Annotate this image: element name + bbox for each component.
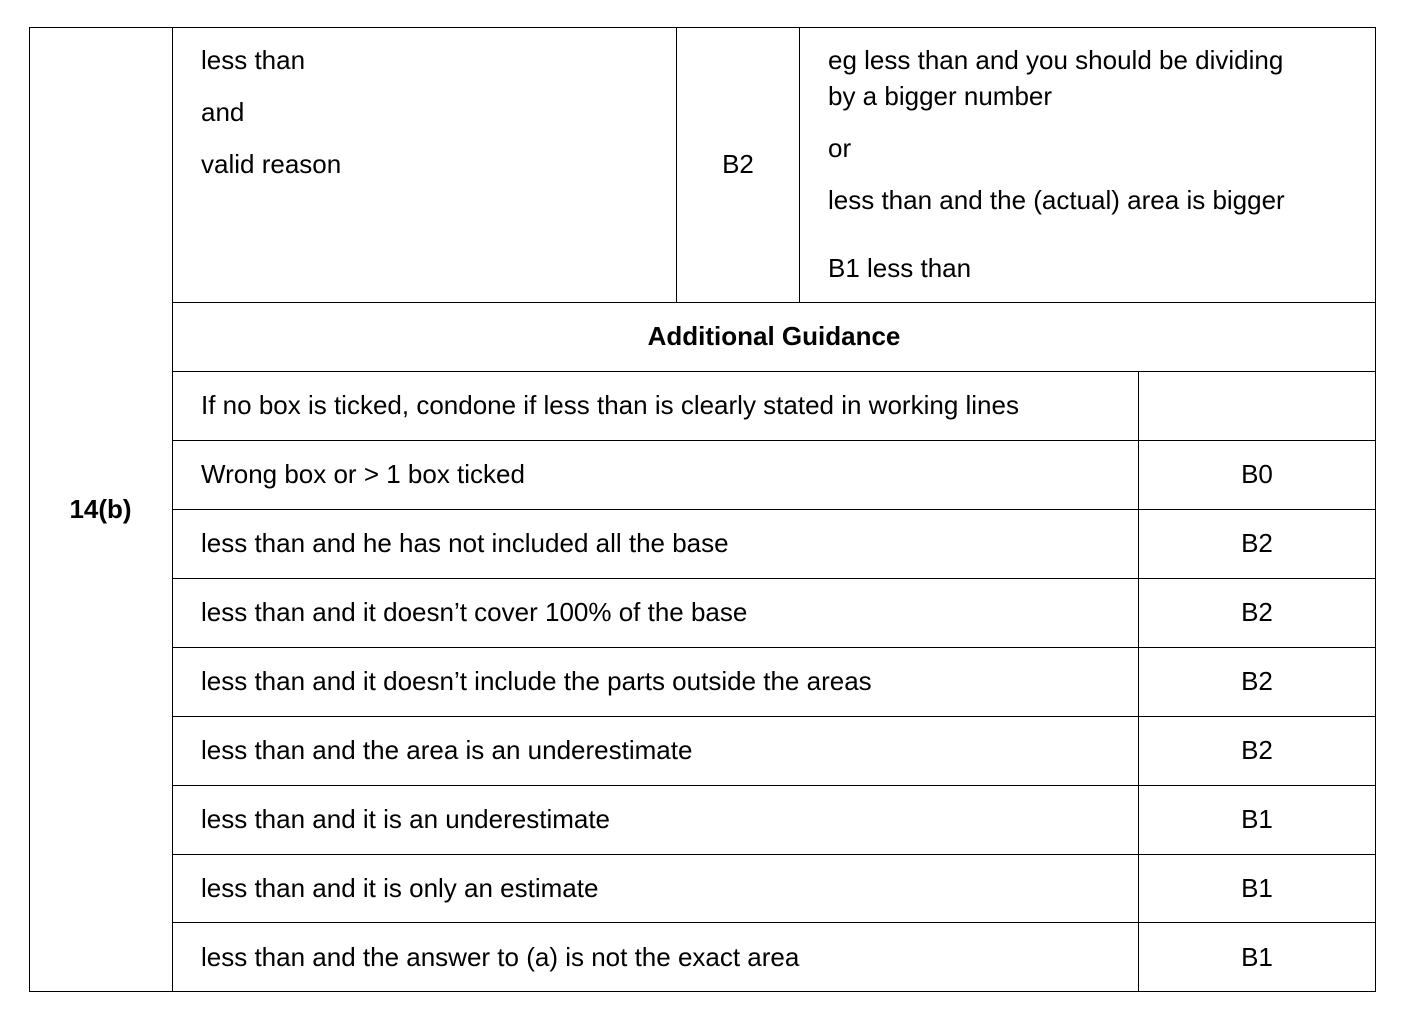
guidance-text: less than and he has not included all the base (201, 528, 729, 558)
answer-line: valid reason (201, 149, 342, 179)
comment-line: less than and the (actual) area is bigger (828, 185, 1285, 215)
question-number: 14(b) (69, 494, 132, 524)
table-bottom-border (29, 991, 1376, 992)
guidance-row-divider (172, 647, 1376, 648)
comment-line: by a bigger number (828, 81, 1053, 111)
guidance-mark: B2 (1241, 528, 1273, 558)
guidance-mark: B2 (1241, 597, 1273, 627)
guidance-mark: B2 (1241, 666, 1273, 696)
guidance-row-divider (172, 578, 1376, 579)
guidance-text: less than and it is an underestimate (201, 804, 611, 834)
guidance-row-divider (172, 509, 1376, 510)
guidance-mark: B2 (1241, 735, 1273, 765)
guidance-row-divider (172, 440, 1376, 441)
comment-line: or (828, 133, 852, 163)
guidance-text: less than and it doesn’t include the parts outside the areas (201, 666, 872, 696)
guidance-text: less than and the area is an underestimate (201, 735, 693, 765)
guidance-text: less than and the answer to (a) is not the exact area (201, 942, 800, 972)
answer-line: and (201, 97, 245, 127)
mark-comments-divider (799, 27, 800, 302)
answer-mark: B2 (722, 149, 754, 179)
guidance-header-bottom (172, 371, 1376, 372)
guidance-row-divider (172, 854, 1376, 855)
answer-row-bottom (172, 302, 1376, 303)
guidance-mark: B1 (1241, 942, 1273, 972)
table-top-border (29, 27, 1376, 28)
guidance-heading: Additional Guidance (647, 321, 901, 351)
answer-line: less than (201, 45, 306, 75)
guidance-row-divider (172, 716, 1376, 717)
comment-line: eg less than and you should be dividing (828, 45, 1284, 75)
guidance-text: less than and it is only an estimate (201, 873, 599, 903)
guidance-row-divider (172, 922, 1376, 923)
guidance-row-divider (172, 785, 1376, 786)
mark-scheme-table (29, 27, 1376, 992)
guidance-mark: B1 (1241, 804, 1273, 834)
guidance-text: less than and it doesn’t cover 100% of the base (201, 597, 748, 627)
guidance-text: Wrong box or > 1 box ticked (201, 459, 525, 489)
guidance-mark: B1 (1241, 873, 1273, 903)
guidance-text: If no box is ticked, condone if less than is clearly stated in working lines (201, 390, 1019, 420)
comment-line: B1 less than (828, 253, 972, 283)
guidance-mark: B0 (1241, 459, 1273, 489)
